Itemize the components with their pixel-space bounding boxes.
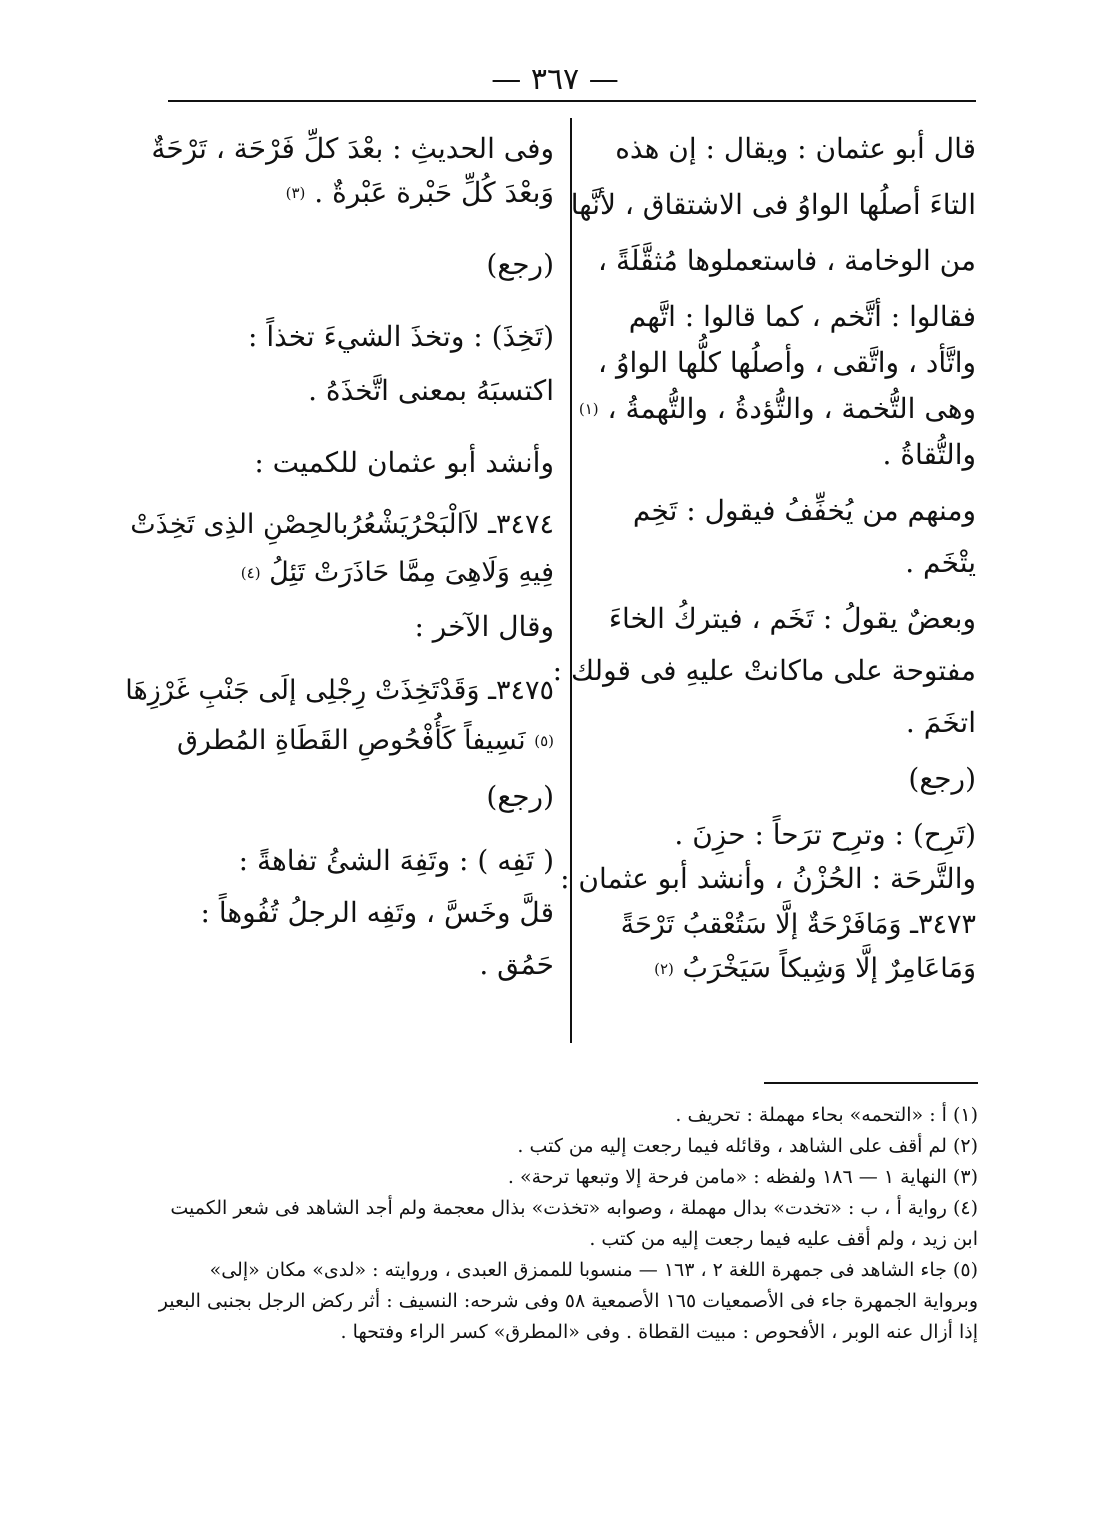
- entry-line: قلَّ وخَسَّ ، وتَفِه الرجلُ تُفُوهاً :: [200, 896, 554, 929]
- footnote-marker: (٤): [240, 564, 261, 582]
- text-line: وقال الآخر :: [414, 610, 554, 643]
- right-column: [552, 132, 976, 986]
- footnote-rule: [764, 1082, 978, 1084]
- text-line: وفى الحديثِ : بعْدَ كلِّ فَرْحَة ، تَرْحَةٌ: [151, 132, 554, 165]
- section-heading: (رجع): [486, 248, 554, 281]
- text-line: من الوخامة ، فاستعملوها مُثقَّلَةً ،: [598, 244, 976, 277]
- header-rule: [168, 100, 976, 102]
- footnote: ابن زيد ، ولم أقف عليه فيما رجعت إليه من كتب .: [589, 1228, 978, 1250]
- entry-line: والتَّرحَة : الحُزْنُ ، وأنشد أبو عثمان :: [560, 862, 976, 895]
- entry-line: (تَرِح) : وترِح ترَحاً : حزِنَ .: [674, 818, 976, 851]
- page-number: — ٣٦٧ —: [491, 62, 619, 97]
- text-line: مفتوحة على ماكانتْ عليهِ فى قولك :: [552, 654, 976, 687]
- column-divider: [570, 118, 572, 1043]
- text-line: [138, 176, 554, 210]
- verse-line: [138, 724, 554, 758]
- verse-text: وَمَاعَامِرٌ إلَّا وَشِيكاً سَيَخْرَبُ: [682, 953, 976, 984]
- entry-line: حَمُق .: [479, 948, 554, 981]
- footnote: وبرواية الجمهرة جاء فى الأصمعيات ١٦٥ الأصمعية ٥٨ وفى شرحه: النسيف : أثر ركض الرجل بجنبى البعير: [158, 1290, 978, 1312]
- text-line: قال أبو عثمان : ويقال : إن هذه: [615, 132, 976, 165]
- entry-line: ( تَفِه ) : وتَفِهَ الشئُ تفاهةً :: [238, 844, 554, 877]
- verse-line: ٣٤٧٤ـ لاَالْبَحْرُيَشْعُرُبالحِصْنِ الذِى تَخِذَتْ: [130, 509, 554, 540]
- section-heading: (رجع): [908, 762, 976, 795]
- text-line: واتَّأد ، واتَّقى ، وأصلُها كلُّها الواوُ ،: [598, 346, 976, 379]
- footnote: (٥) جاء الشاهد فى جمهرة اللغة ٢ ، ١٦٣ — منسوبا للممزق العبدى ، وروايته : «لدى» مكان «إلى»: [209, 1259, 978, 1281]
- left-column: [125, 132, 554, 982]
- footnote-marker: (٥): [534, 732, 554, 750]
- text-line: والتُّقاةُ .: [882, 438, 976, 471]
- footnote: (١) أ : «التحمه» بحاء مهملة : تحريف .: [675, 1104, 978, 1126]
- footnotes: [148, 1100, 978, 1348]
- text-line: التاءَ أصلُها الواوُ فى الاشتقاق ، لأنَّها: [570, 188, 976, 221]
- footnote-marker: (١): [578, 400, 599, 418]
- footnote-marker: (٣): [285, 184, 306, 202]
- text-line: فقالوا : أتَّخم ، كما قالوا : اتَّهم: [628, 300, 976, 333]
- verse-line: ٣٤٧٥ـ وَقَدْتَخِذَتْ رِجْلِى إلَى جَنْبِ غَرْزِهَا: [125, 675, 554, 706]
- text-fragment: وهى التُّخمة ، والتُّؤدةُ ، والتُّهمةُ ،: [607, 392, 976, 425]
- verse-line: ٣٤٧٣ـ وَمَافَرْحَةٌ إلَّا سَتُعْقبُ تَرْحَةً: [620, 909, 976, 940]
- footnote: (٣) النهاية ١ — ١٨٦ ولفظه : «مامن فرحة إلا وتبعها ترحة» .: [507, 1166, 978, 1188]
- text-line: وبعضٌ يقولُ : تَخَم ، فيتركُ الخاءَ: [608, 602, 976, 635]
- footnote: (٤) رواية أ ، ب : «تخدت» بدال مهملة ، وصوابه «تخذت» بذال معجمة ولم أجد الشاهد فى شعر الكميت: [170, 1197, 978, 1219]
- footnote: إذا أزال عنه الوبر ، الأفحوص : مبيت القطاة . وفى «المطرق» كسر الراء وفتحها .: [340, 1321, 978, 1343]
- text-line: وأنشد أبو عثمان للكميت :: [254, 446, 554, 479]
- text-line: يتْخَم .: [905, 546, 976, 579]
- verse-line: [138, 556, 554, 590]
- section-heading: (رجع): [486, 780, 554, 813]
- footnote: (٢) لم أقف على الشاهد ، وقائله فيما رجعت إليه من كتب .: [517, 1135, 978, 1157]
- text-fragment: وَبعْدَ كُلِّ حَبْرة عَبْرةٌ .: [314, 176, 554, 209]
- text-line: ومنهم من يُخفِّفُ فيقول : تَخِم: [632, 494, 976, 527]
- entry-line: (تَخِذَ) : وتخذَ الشيءَ تخذاً :: [247, 320, 554, 353]
- entry-line: اكتسبَهُ بمعنى اتَّخذَهُ .: [308, 374, 554, 407]
- text-line: اتخَمَ .: [905, 706, 976, 739]
- verse-text: نَسِيفاً كَأُفْحُوصِ القَطَاةِ المُطرق: [176, 725, 526, 756]
- text-line: [578, 392, 976, 426]
- verse-line: [590, 952, 976, 986]
- footnote-marker: (٢): [654, 960, 674, 978]
- verse-text: فِيهِ وَلَاهِىَ مِمَّا حَاذَرَتْ تَئِلُ: [269, 557, 554, 588]
